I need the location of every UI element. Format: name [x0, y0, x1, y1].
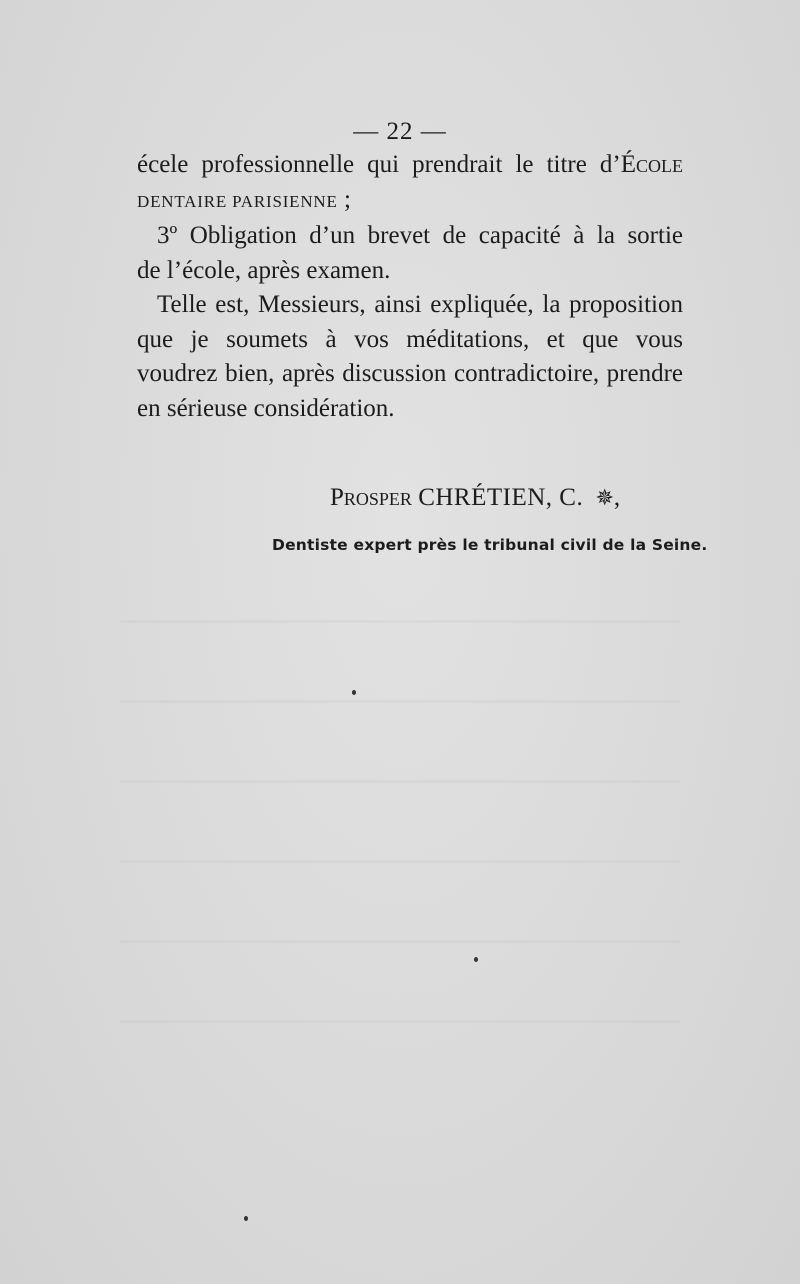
bleed-through-line [120, 620, 680, 623]
semicolon: ; [343, 185, 351, 213]
signature-first-name: Prosper [330, 484, 412, 511]
legion-honour-star-icon: ✵ [595, 486, 614, 511]
bleed-through-line [120, 860, 680, 863]
paragraph-3-line-3: voudrez bien, après discussion contradictoire, prendre [137, 360, 683, 387]
paper-speck [474, 957, 478, 962]
paper-speck [244, 1216, 248, 1221]
paragraph-1-line-2 [137, 183, 683, 220]
signature-comma: , [613, 484, 621, 511]
bleed-through-line [120, 940, 680, 943]
ecole-small-caps: École [620, 151, 683, 178]
paragraph-3-line-2: que je soumets à vos méditations, et que vous [137, 325, 683, 353]
paragraph-3-line-4: en sérieuse considération. [137, 394, 395, 422]
signature-title: Dentiste expert près le tribunal civil de la Seine. [272, 536, 708, 554]
paragraph-1-line-1 [137, 148, 683, 183]
bleed-through-line [120, 1020, 680, 1023]
bleed-through-line [120, 780, 680, 783]
signature-last-name: CHRÉTIEN, C. [418, 484, 584, 511]
page-number: — 22 — [353, 118, 447, 145]
paper-speck [352, 690, 356, 695]
paragraph-2-line-2: de l’école, après examen. [137, 256, 391, 284]
body-text [137, 148, 683, 426]
dentaire-parisienne: DENTAIRE PARISIENNE [137, 191, 338, 211]
paragraph-3-line-1: Telle est, Messieurs, ainsi expliquée, la proposition [157, 291, 683, 318]
bleed-through-line [120, 700, 680, 703]
paragraph-1-line-1-text: écele professionnelle qui prendrait le titre d’ [137, 151, 621, 178]
signature [330, 484, 620, 512]
paragraph-2-line-1: 3º Obligation d’un brevet de capacité à la sortie [157, 222, 683, 249]
